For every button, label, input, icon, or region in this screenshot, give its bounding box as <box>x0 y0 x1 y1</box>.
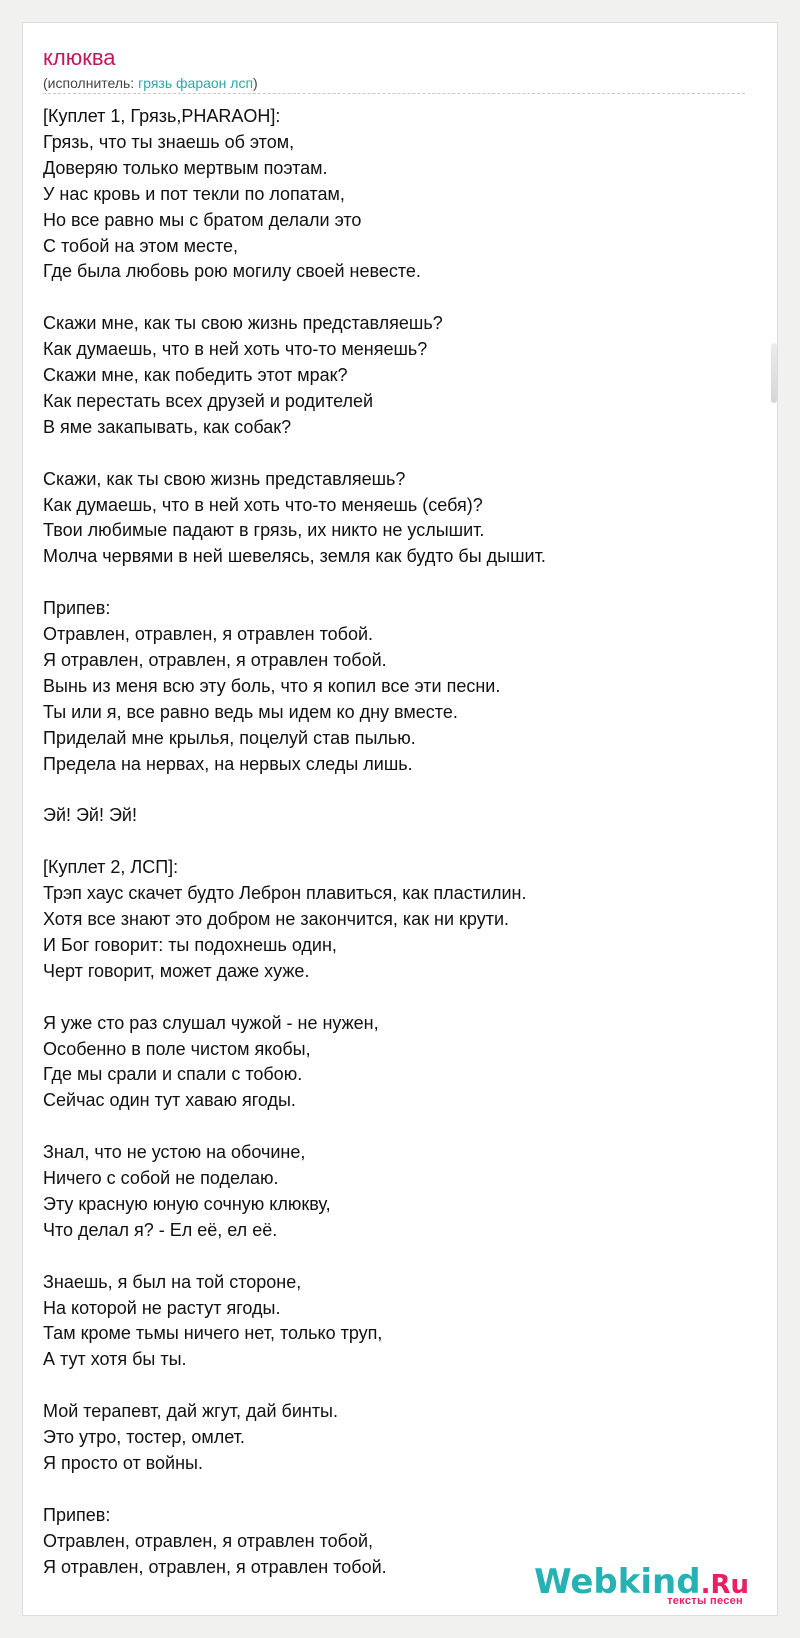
lyric-blank-line <box>43 829 763 855</box>
lyric-line: В яме закапывать, как собак? <box>43 416 292 437</box>
lyric-line: И Бог говорит: ты подохнешь один, <box>43 934 337 955</box>
artist-prefix: (исполнитель: <box>43 75 139 91</box>
lyric-blank-line <box>43 1477 763 1503</box>
lyric-line: Знаешь, я был на той стороне, <box>43 1271 302 1292</box>
lyric-blank-line <box>43 285 763 311</box>
lyric-blank-line <box>43 570 763 596</box>
lyric-line: Скажи, как ты свою жизнь представляешь? <box>43 468 406 489</box>
scroll-indicator <box>771 343 777 403</box>
logo-tagline: тексты песен <box>667 1595 743 1607</box>
lyric-blank-line <box>43 778 763 804</box>
lyric-line: Я уже сто раз слушал чужой - не нужен, <box>43 1012 379 1033</box>
lyric-line: У нас кровь и пот текли по лопатам, <box>43 183 345 204</box>
lyric-line: Припев: <box>43 598 111 619</box>
site-logo[interactable] <box>534 1562 749 1607</box>
lyric-line: Что делал я? - Ел её, ел её. <box>43 1219 278 1240</box>
song-title: клюква <box>43 45 116 70</box>
lyric-line: Предела на нервах, на нервых следы лишь. <box>43 753 413 774</box>
lyric-blank-line <box>43 1114 763 1140</box>
lyric-line: Отравлен, отравлен, я отравлен тобой, <box>43 1530 374 1551</box>
lyric-line: На которой не растут ягоды. <box>43 1297 281 1318</box>
song-card <box>22 22 778 1616</box>
artist-line <box>43 74 258 92</box>
logo-tld: .Ru <box>700 1570 749 1600</box>
lyric-line: Мой терапевт, дай жгут, дай бинты. <box>43 1401 338 1422</box>
lyric-line: [Куплет 1, Грязь,PHARAOH]: <box>43 106 281 126</box>
artist-suffix: ) <box>253 75 258 91</box>
lyric-line: Но все равно мы с братом делали это <box>43 209 362 230</box>
lyric-line: Ничего с собой не поделаю. <box>43 1168 279 1189</box>
lyric-line: Твои любимые падают в грязь, их никто не услышит. <box>43 520 485 541</box>
lyric-line: Молча червями в ней шевелясь, земля как будто бы дышит. <box>43 546 546 567</box>
lyric-blank-line <box>43 985 763 1011</box>
lyric-line: Как перестать всех друзей и родителей <box>43 390 374 411</box>
lyric-line: Грязь, что ты знаешь об этом, <box>43 131 295 152</box>
lyric-line: С тобой на этом месте, <box>43 235 239 256</box>
title-divider <box>43 93 745 94</box>
lyric-line: Эй! Эй! Эй! <box>43 805 137 826</box>
lyric-blank-line <box>43 1373 763 1399</box>
lyric-line: [Куплет 2, ЛСП]: <box>43 857 179 878</box>
lyric-line: Я отравлен, отравлен, я отравлен тобой. <box>43 1556 387 1577</box>
lyric-blank-line <box>43 441 763 467</box>
lyric-line: Знал, что не устою на обочине, <box>43 1142 306 1163</box>
lyric-line: Я отравлен, отравлен, я отравлен тобой. <box>43 649 387 670</box>
lyric-line: Доверяю только мертвым поэтам. <box>43 157 328 178</box>
logo-main: Webkind <box>534 1562 701 1602</box>
lyric-line: Там кроме тьмы ничего нет, только труп, <box>43 1323 383 1344</box>
lyric-line: Это утро, тостер, омлет. <box>43 1427 245 1448</box>
lyric-line: Как думаешь, что в ней хоть что-то меняешь? <box>43 339 428 360</box>
lyric-line: Скажи мне, как ты свою жизнь представляешь? <box>43 313 443 334</box>
lyric-line: Припев: <box>43 1504 111 1525</box>
lyric-line: Как думаешь, что в ней хоть что-то меняешь (себя)? <box>43 494 483 515</box>
lyric-line: Где была любовь рою могилу своей невесте. <box>43 261 421 282</box>
lyric-line: Ты или я, все равно ведь мы идем ко дну вместе. <box>43 701 458 722</box>
lyric-line: Хотя все знают это добром не закончится, как ни крути. <box>43 909 510 930</box>
lyric-line: Приделай мне крылья, поцелуй став пылью. <box>43 727 416 748</box>
lyric-line: Где мы срали и спали с тобою. <box>43 1064 303 1085</box>
lyric-line: Черт говорит, может даже хуже. <box>43 960 310 981</box>
lyric-line: Я просто от войны. <box>43 1452 203 1473</box>
lyric-line: Эту красную юную сочную клюкву, <box>43 1193 331 1214</box>
lyric-line: А тут хотя бы ты. <box>43 1349 187 1370</box>
lyrics-body <box>43 104 763 1581</box>
lyric-line: Вынь из меня всю эту боль, что я копил все эти песни. <box>43 675 501 696</box>
lyric-line: Отравлен, отравлен, я отравлен тобой. <box>43 624 374 645</box>
lyric-line: Скажи мне, как победить этот мрак? <box>43 365 348 386</box>
lyric-line: Трэп хаус скачет будто Леброн плавиться, как пластилин. <box>43 883 527 904</box>
lyric-line: Сейчас один тут хаваю ягоды. <box>43 1090 296 1111</box>
artist-link[interactable]: грязь фараон лсп <box>138 75 254 91</box>
lyric-line: Особенно в поле чистом якобы, <box>43 1038 311 1059</box>
lyric-blank-line <box>43 1244 763 1270</box>
